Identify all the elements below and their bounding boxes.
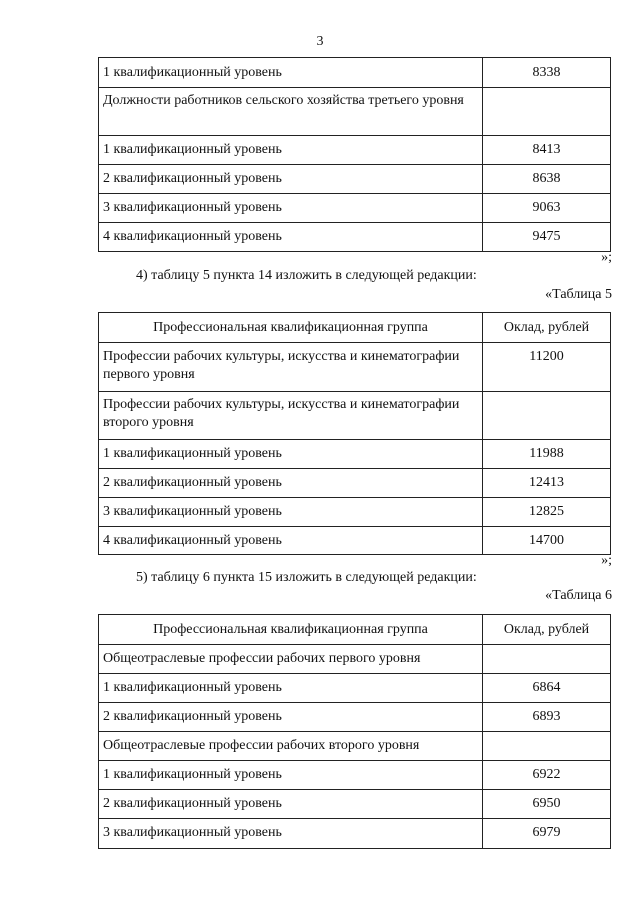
row-salary: 6950 [483, 790, 611, 819]
table-row [99, 498, 611, 527]
row-salary [483, 732, 611, 761]
table-row [99, 761, 611, 790]
group-name: Профессии рабочих культуры, искусства и кинематографии первого уровня [99, 343, 483, 392]
table-row [99, 732, 611, 761]
row-name: 4 квалификационный уровень [99, 223, 483, 252]
row-name: 1 квалификационный уровень [99, 674, 483, 703]
instruction-text: 5) таблицу 6 пункта 15 изложить в следующей редакции: [136, 570, 477, 585]
row-salary: 9063 [483, 194, 611, 223]
closing-quote: »; [601, 553, 612, 568]
row-name: 4 квалификационный уровень [99, 527, 483, 555]
row-salary: 12825 [483, 498, 611, 527]
row-name: 2 квалификационный уровень [99, 165, 483, 194]
row-name: 3 квалификационный уровень [99, 194, 483, 223]
table-caption: «Таблица 5 [545, 287, 612, 302]
table-row [99, 469, 611, 498]
row-salary: 11988 [483, 440, 611, 469]
row-name: 1 квалификационный уровень [99, 58, 483, 88]
salary-table-continued [98, 57, 611, 252]
row-name: 1 квалификационный уровень [99, 136, 483, 165]
instruction-text: 4) таблицу 5 пункта 14 изложить в следующей редакции: [136, 268, 477, 283]
row-salary [483, 645, 611, 674]
table-row [99, 194, 611, 223]
row-name: 3 квалификационный уровень [99, 498, 483, 527]
table-row [99, 58, 611, 88]
group-name: Профессии рабочих культуры, искусства и кинематографии второго уровня [99, 392, 483, 440]
row-salary: 8413 [483, 136, 611, 165]
table-caption: «Таблица 6 [545, 588, 612, 603]
row-salary: 6922 [483, 761, 611, 790]
group-name: Общеотраслевые профессии рабочих второго уровня [99, 732, 483, 761]
table-row [99, 440, 611, 469]
row-name: 3 квалификационный уровень [99, 819, 483, 849]
table-row [99, 392, 611, 440]
table-row [99, 136, 611, 165]
row-name: 2 квалификационный уровень [99, 703, 483, 732]
row-salary: 14700 [483, 527, 611, 555]
row-salary: 6864 [483, 674, 611, 703]
table-header-row [99, 313, 611, 343]
group-name: Должности работников сельского хозяйства третьего уровня [99, 88, 483, 136]
table-row [99, 703, 611, 732]
row-salary [483, 88, 611, 136]
row-salary: 6893 [483, 703, 611, 732]
row-salary: 8638 [483, 165, 611, 194]
row-name: 1 квалификационный уровень [99, 761, 483, 790]
row-salary [483, 392, 611, 440]
row-name: 2 квалификационный уровень [99, 790, 483, 819]
column-header-salary: Оклад, рублей [483, 313, 611, 343]
table-row [99, 88, 611, 136]
row-salary: 9475 [483, 223, 611, 252]
table-header-row [99, 615, 611, 645]
table-row [99, 674, 611, 703]
table-row [99, 165, 611, 194]
salary-table-5 [98, 312, 611, 555]
row-salary: 8338 [483, 58, 611, 88]
row-name: 2 квалификационный уровень [99, 469, 483, 498]
table-row [99, 223, 611, 252]
closing-quote: »; [601, 250, 612, 265]
row-name: 1 квалификационный уровень [99, 440, 483, 469]
group-name: Общеотраслевые профессии рабочих первого уровня [99, 645, 483, 674]
table-row [99, 645, 611, 674]
column-header-group: Профессиональная квалификационная группа [99, 615, 483, 645]
row-salary: 6979 [483, 819, 611, 849]
row-salary: 12413 [483, 469, 611, 498]
column-header-salary: Оклад, рублей [483, 615, 611, 645]
row-salary: 11200 [483, 343, 611, 392]
page-number: 3 [316, 34, 324, 49]
table-row [99, 819, 611, 849]
table-row [99, 343, 611, 392]
column-header-group: Профессиональная квалификационная группа [99, 313, 483, 343]
table-row [99, 527, 611, 555]
salary-table-6 [98, 614, 611, 849]
table-row [99, 790, 611, 819]
